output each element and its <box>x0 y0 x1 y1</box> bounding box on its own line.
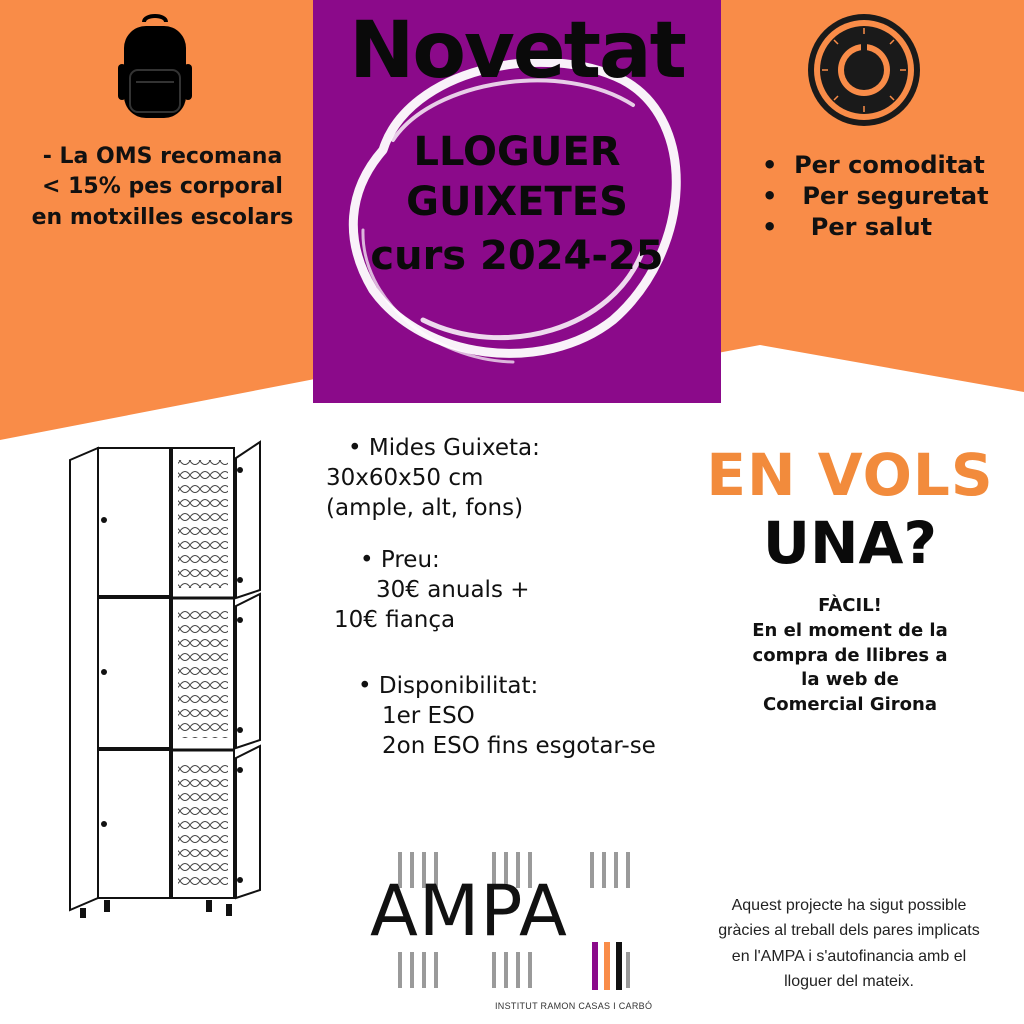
locker-illustration <box>60 440 280 920</box>
cta-line: Comercial Girona <box>763 694 937 716</box>
footer-line: Aquest projecte ha sigut possible <box>731 897 967 914</box>
price-deposit: 10€ fiança <box>334 607 456 633</box>
cta-headline: EN VOLS <box>706 441 994 509</box>
footer-line: lloguer del mateix. <box>784 972 914 990</box>
subtitle-line-2: GUIXETES <box>406 179 628 225</box>
availability-item: 1er ESO <box>382 703 475 729</box>
cta-easy: FÀCIL! <box>818 595 882 616</box>
availability-item: 2on ESO fins esgotar-se <box>382 733 656 759</box>
subtitle-line-1: LLOGUER <box>413 129 621 175</box>
footer-line: gràcies al treball dels pares implicats <box>718 922 980 940</box>
sizes-value: 30x60x50 cm <box>326 465 484 491</box>
footer-note <box>682 893 1016 994</box>
combination-lock-icon <box>806 12 922 128</box>
ampa-logo-text: AMPA <box>370 870 568 952</box>
cta-question: UNA? <box>762 509 938 577</box>
oms-note <box>10 142 315 233</box>
oms-note-line-1: - La OMS recomana <box>42 144 283 169</box>
cta-line: En el moment de la <box>752 619 948 641</box>
cta-line: compra de llibres a <box>752 644 948 666</box>
cta-line: la web de <box>801 669 899 691</box>
benefit-item: • Per comoditat <box>762 151 985 179</box>
sizes-label: • Mides Guixeta: <box>348 435 540 461</box>
school-name: INSTITUT RAMON CASAS I CARBÓ <box>495 1001 653 1011</box>
backpack-icon <box>116 12 194 122</box>
price-label: • Preu: <box>360 547 440 573</box>
availability-label: • Disponibilitat: <box>358 673 539 699</box>
subtitle-line-3: curs 2024-25 <box>370 233 664 279</box>
oms-note-line-2: < 15% pes corporal <box>42 174 283 200</box>
benefit-item: • Per salut <box>762 213 933 242</box>
sizes-note: (ample, alt, fons) <box>326 495 524 521</box>
price-value: 30€ anuals + <box>376 577 530 603</box>
page-title: Novetat <box>349 6 685 96</box>
cta-instructions <box>700 594 1000 718</box>
benefits-list <box>762 150 1024 244</box>
oms-note-line-3: en motxilles escolars <box>31 204 294 230</box>
benefit-item: • Per seguretat <box>762 182 989 211</box>
footer-line: en l'AMPA i s'autofinancia amb el <box>731 947 967 965</box>
